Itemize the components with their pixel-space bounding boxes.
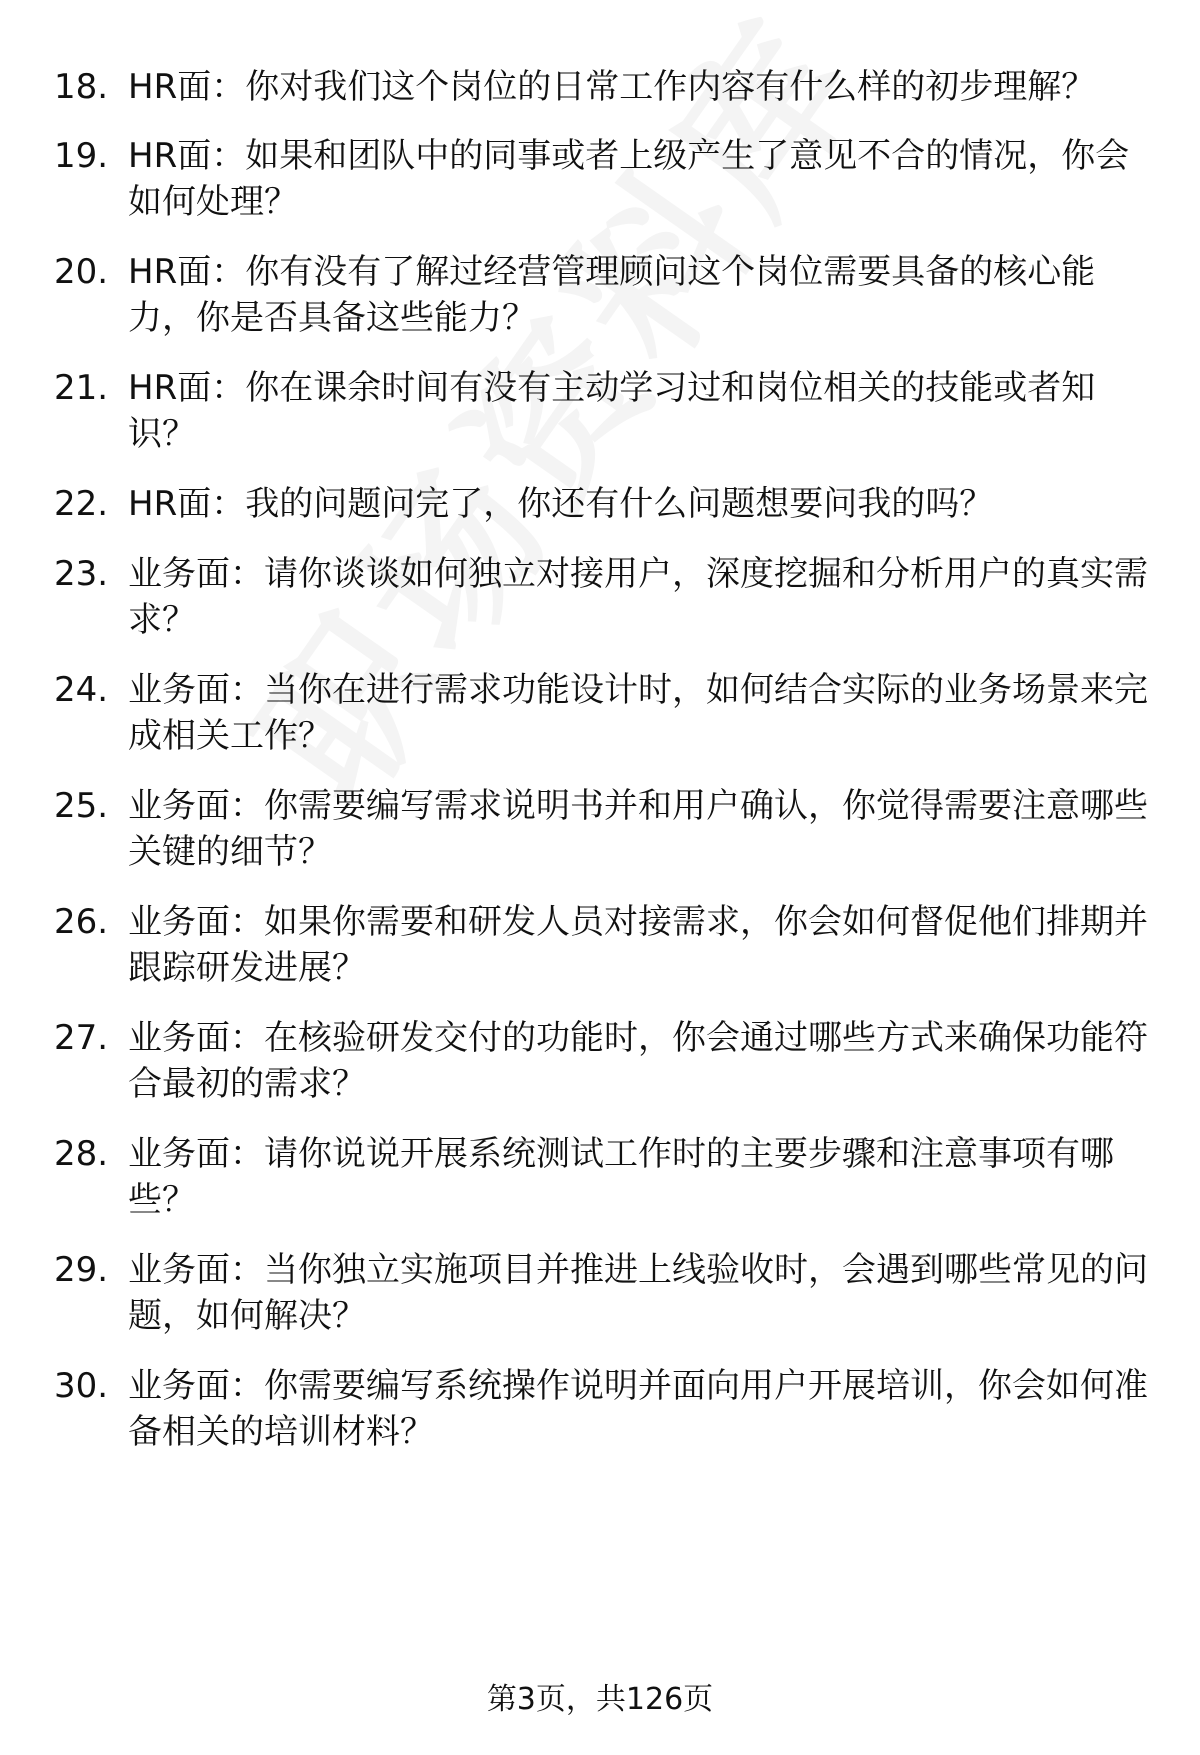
question-number: 20.	[54, 252, 109, 292]
question-number: 27.	[54, 1018, 109, 1058]
question-number: 30.	[54, 1366, 109, 1406]
question-text: 业务面：当你在进行需求功能设计时，如何结合实际的业务场景来完成相关工作？	[128, 670, 1148, 756]
page-footer	[0, 1680, 1200, 1720]
question-number: 26.	[54, 902, 109, 942]
question-number: 29.	[54, 1250, 109, 1290]
question-text: HR面：如果和团队中的同事或者上级产生了意见不合的情况，你会如何处理？	[128, 136, 1130, 222]
question-number: 18.	[54, 67, 109, 107]
question-number: 22.	[54, 484, 109, 524]
question-number: 25.	[54, 786, 109, 826]
question-number: 19.	[54, 136, 109, 176]
question-text: 业务面：在核验研发交付的功能时，你会通过哪些方式来确保功能符合最初的需求？	[128, 1018, 1148, 1104]
question-text: 业务面：请你说说开展系统测试工作时的主要步骤和注意事项有哪些？	[128, 1134, 1114, 1220]
question-text: 业务面：请你谈谈如何独立对接用户，深度挖掘和分析用户的真实需求？	[128, 554, 1148, 640]
question-number: 28.	[54, 1134, 109, 1174]
question-text: HR面：你在课余时间有没有主动学习过和岗位相关的技能或者知识？	[128, 368, 1096, 454]
page-number-label: 第3页，共126页	[486, 1682, 714, 1717]
question-text: HR面：你有没有了解过经营管理顾问这个岗位需要具备的核心能力，你是否具备这些能力？	[128, 252, 1096, 338]
question-text: HR面：我的问题问完了，你还有什么问题想要问我的吗？	[128, 484, 994, 524]
question-number: 21.	[54, 368, 109, 408]
question-number: 23.	[54, 554, 109, 594]
question-text: HR面：你对我们这个岗位的日常工作内容有什么样的初步理解？	[128, 67, 1096, 107]
question-text: 业务面：如果你需要和研发人员对接需求，你会如何督促他们排期并跟踪研发进展？	[128, 902, 1148, 988]
question-text: 业务面：你需要编写需求说明书并和用户确认，你觉得需要注意哪些关键的细节？	[128, 786, 1148, 872]
question-text: 业务面：你需要编写系统操作说明并面向用户开展培训，你会如何准备相关的培训材料？	[128, 1366, 1148, 1452]
question-number: 24.	[54, 670, 109, 710]
question-text: 业务面：当你独立实施项目并推进上线验收时，会遇到哪些常见的问题，如何解决？	[128, 1250, 1148, 1336]
